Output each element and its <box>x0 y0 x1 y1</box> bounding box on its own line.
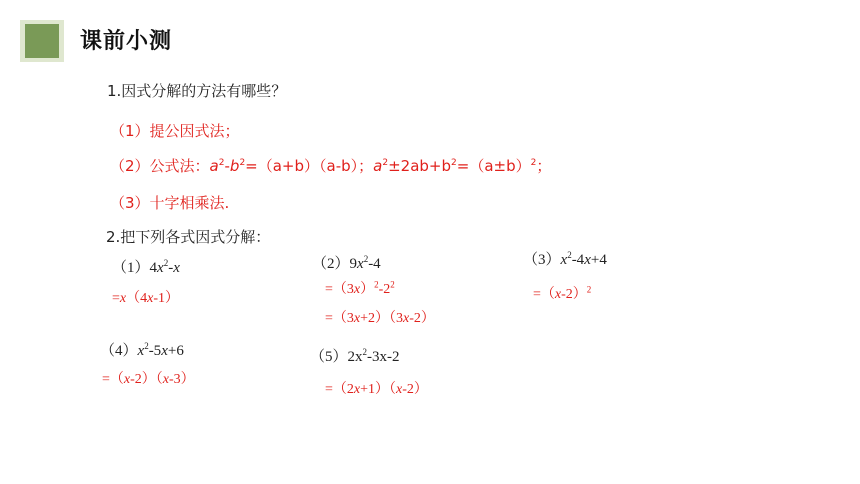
method-1: （1）提公因式法； <box>110 122 240 140</box>
problem-3-expression: $(3)x^2-4x+4$ <box>523 250 607 268</box>
page-title: 课前小测 <box>80 29 173 54</box>
method-2-eq2: =（a±b） <box>456 157 531 175</box>
method-3: （3）十字相乘法. <box>110 194 230 212</box>
problem-1-answer: =x（4x-1） <box>112 291 180 306</box>
problem-2-answer-step-2: =（3x+2）（3x-2） <box>325 311 435 326</box>
problem-5-answer: =（2x+1）（x-2） <box>325 382 428 397</box>
problem-2-expression: $(2)9x^2-4$ <box>312 254 381 272</box>
problem-4-answer: =（x-2）（x-3） <box>102 372 195 387</box>
method-2-prefix: （2）公式法： <box>110 157 210 175</box>
problem-2-answer-step-1: $=(3x)^2-2^2$ <box>325 279 395 297</box>
problem-1-expression: $(1)4x^2-x$ <box>112 258 180 276</box>
question-2-prompt: 2.把下列各式因式分解： <box>106 228 271 246</box>
title-decoration-icon <box>20 20 64 62</box>
question-1-prompt: 1.因式分解的方法有哪些？ <box>107 82 287 100</box>
problem-4-expression: $(4)x^2-5x+6$ <box>100 341 184 359</box>
method-2-end: ； <box>536 157 552 175</box>
problem-3-answer: $=(x-2)^2$ <box>533 284 592 302</box>
title-decoration-inner <box>25 24 59 58</box>
problem-5-expression: $(5)2x^2-3x-2$ <box>310 347 400 365</box>
method-2-eq1: =（a+b）（a-b）； <box>245 157 374 175</box>
method-2: （2）公式法：$a^2-b^2=(a+b)(a-b)$；$a^2\pm 2ab+b^2=(a\pm b)^2$； <box>110 157 552 175</box>
